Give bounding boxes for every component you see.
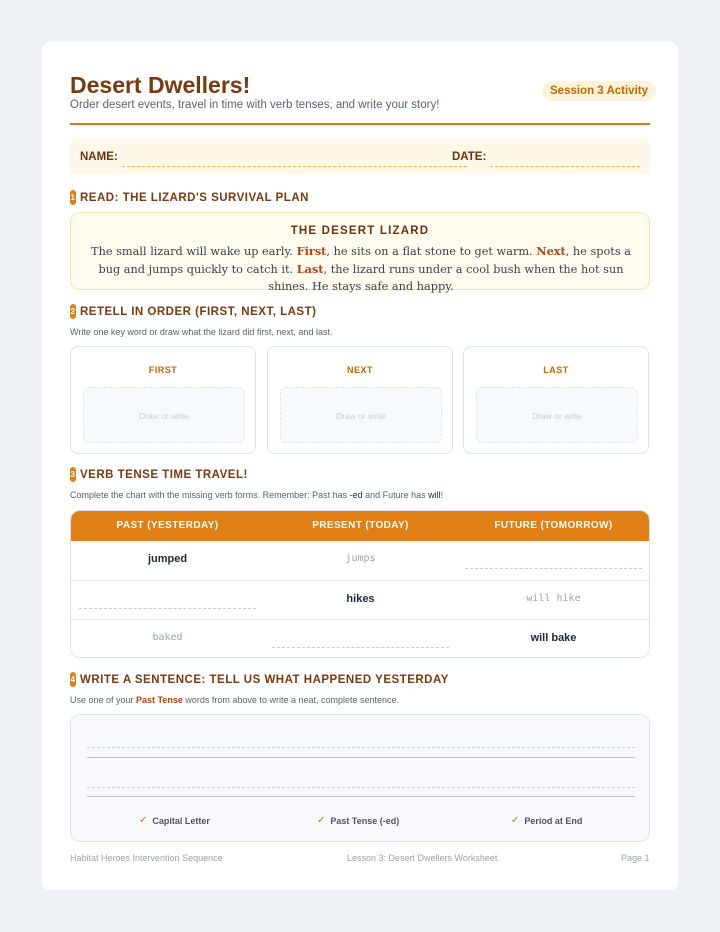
section4-heading xyxy=(70,672,449,687)
table-row xyxy=(71,541,649,580)
checklist-item: ✓ Past Tense (-ed) xyxy=(317,815,400,826)
verb-hint: jumps xyxy=(345,553,376,564)
column-header-present: PRESENT (TODAY) xyxy=(312,520,409,531)
section-title: VERB TENSE TIME TRAVEL! xyxy=(80,468,248,481)
footer-page-number: Page 1 xyxy=(621,853,650,863)
sequence-card-first xyxy=(70,346,256,454)
verb-tense-table xyxy=(70,510,650,658)
draw-write-area[interactable] xyxy=(83,387,245,443)
table-row xyxy=(71,619,649,658)
card-label: NEXT xyxy=(346,365,373,375)
verb-given: hikes xyxy=(346,593,375,605)
story-text: The small lizard will wake up early. First, he sits on a flat stone to get warm. Next, he spots a bug and jumps quickly to catch it. Last, the lizard runs under a cool bush when the hot sun shines. He stays safe and happy. xyxy=(91,244,631,293)
section-number-badge: 2 xyxy=(70,304,76,319)
section3-heading xyxy=(70,467,248,482)
checklist-item: ✓ Period at End xyxy=(511,815,583,826)
writing-line-dashed xyxy=(87,787,635,788)
sequence-card-last xyxy=(463,346,649,454)
section-title: WRITE A SENTENCE: TELL US WHAT HAPPENED YESTERDAY xyxy=(80,673,449,686)
checkmark-icon: ✓ xyxy=(139,815,148,826)
page-subtitle: Order desert events, travel in time with verb tenses, and write your story! xyxy=(70,99,440,111)
card-label: FIRST xyxy=(148,365,178,375)
section2-instructions: Write one key word or draw what the lizard did first, next, and last. xyxy=(70,327,333,337)
section3-instructions: Complete the chart with the missing verb forms. Remember: Past has -ed and Future has will! xyxy=(70,490,444,500)
column-header-future: FUTURE (TOMORROW) xyxy=(494,520,613,531)
section-number-badge: 1 xyxy=(70,190,76,205)
verb-blank-field[interactable] xyxy=(79,608,256,609)
sequence-card-next xyxy=(267,346,453,454)
section-number-badge: 4 xyxy=(70,672,76,687)
name-label: NAME: xyxy=(80,151,118,163)
signal-word-first: First xyxy=(296,244,327,258)
section-number-badge: 3 xyxy=(70,467,76,482)
verb-hint: will hike xyxy=(526,593,581,604)
verb-given: will bake xyxy=(530,632,577,644)
draw-write-area[interactable] xyxy=(476,387,638,443)
placeholder-text: Draw or write xyxy=(531,411,583,421)
name-date-bar xyxy=(70,139,650,175)
placeholder-text: Draw or write xyxy=(335,411,387,421)
section2-heading xyxy=(70,304,316,319)
header-divider xyxy=(70,123,650,125)
section1-heading xyxy=(70,190,309,205)
signal-word-last: Last xyxy=(296,261,324,276)
name-field[interactable] xyxy=(122,166,467,167)
table-header xyxy=(71,511,649,541)
page-title: Desert Dwellers! xyxy=(70,72,251,98)
writing-line-solid xyxy=(87,757,635,758)
session-badge: Session 3 Activity xyxy=(542,81,656,101)
card-label: LAST xyxy=(543,365,569,375)
past-tense-highlight: Past Tense xyxy=(136,695,183,705)
writing-line-solid xyxy=(87,796,635,797)
draw-write-area[interactable] xyxy=(280,387,442,443)
checkmark-icon: ✓ xyxy=(317,815,326,826)
date-field[interactable] xyxy=(490,166,640,167)
footer-center: Lesson 3: Desert Dwellers Worksheet xyxy=(347,853,498,863)
section-title: READ: THE LIZARD'S SURVIVAL PLAN xyxy=(80,191,309,204)
checklist-item: ✓ Capital Letter xyxy=(139,815,210,826)
footer-left: Habitat Heroes Intervention Sequence xyxy=(70,853,223,863)
date-label: DATE: xyxy=(452,151,487,163)
sentence-writing-box[interactable] xyxy=(70,714,650,842)
section4-instructions: Use one of your Past Tense words from above to write a neat, complete sentence. xyxy=(70,695,400,705)
verb-blank-field[interactable] xyxy=(465,568,642,569)
writing-line-dashed xyxy=(87,747,635,748)
worksheet-page xyxy=(42,42,678,890)
story-box xyxy=(70,212,650,293)
checkmark-icon: ✓ xyxy=(511,815,520,826)
signal-word-next: Next xyxy=(536,244,566,258)
column-header-past: PAST (YESTERDAY) xyxy=(116,520,219,531)
section-title: RETELL IN ORDER (FIRST, NEXT, LAST) xyxy=(80,305,317,318)
story-title: THE DESERT LIZARD xyxy=(290,225,430,237)
table-row xyxy=(71,580,649,619)
verb-hint: baked xyxy=(152,632,183,643)
verb-blank-field[interactable] xyxy=(272,647,449,648)
verb-given: jumped xyxy=(147,553,188,565)
placeholder-text: Draw or write xyxy=(138,411,190,421)
